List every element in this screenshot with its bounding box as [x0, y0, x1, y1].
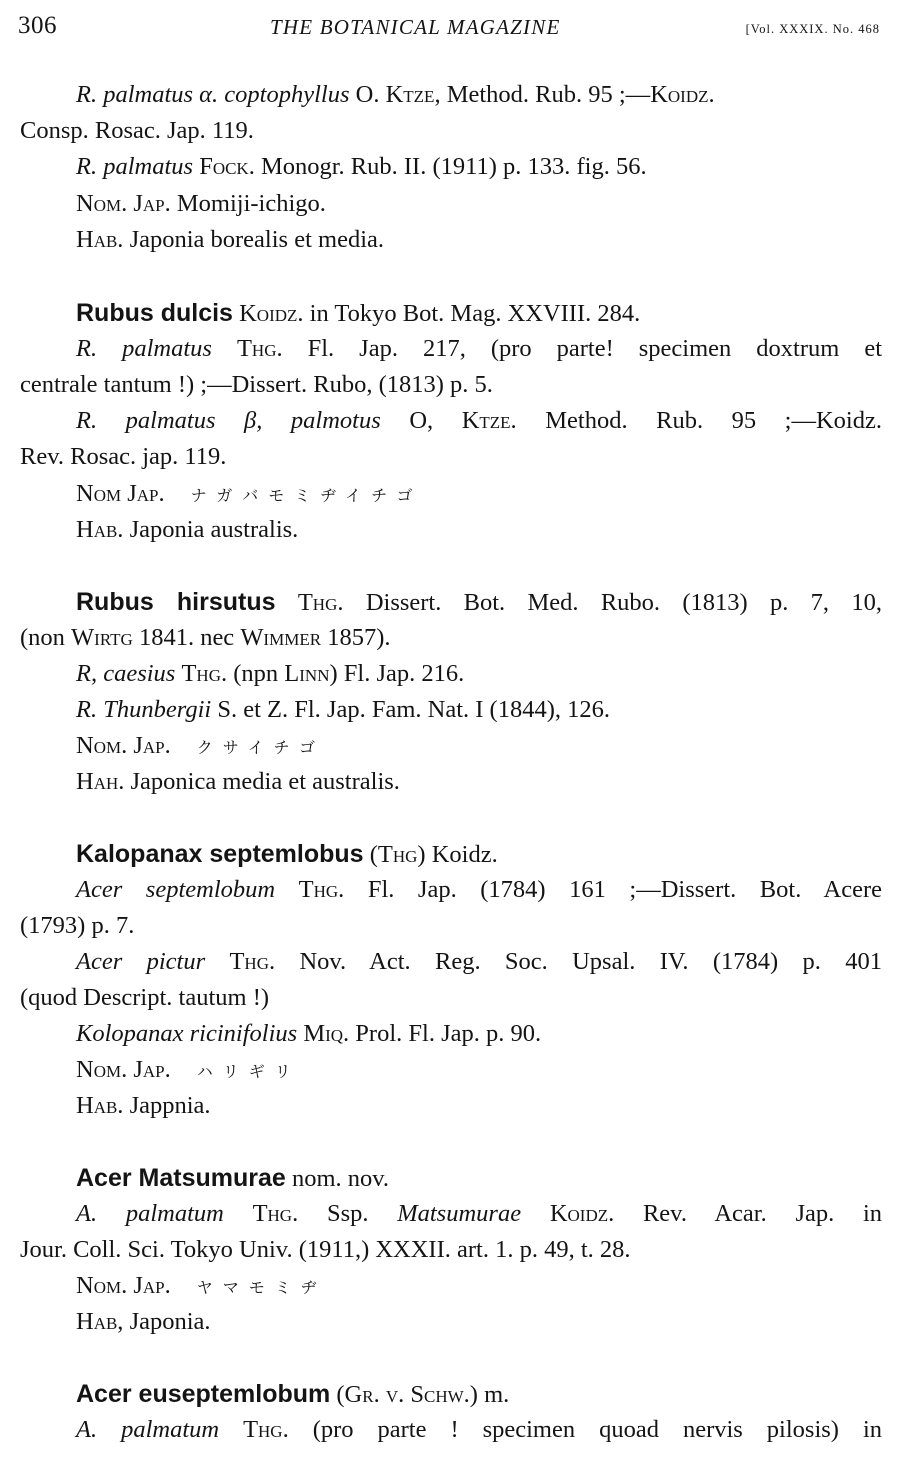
page-header — [18, 12, 880, 48]
text-line: Consp. Rosac. Jap. 119. — [20, 117, 254, 144]
japanese-name-line: Nom Jap. ナガバモミヂイチゴ — [76, 480, 423, 507]
habitat-line: Hah. Japonica media et australis. — [76, 768, 400, 795]
japanese-name-line: Nom. Jap. クサイチゴ — [76, 732, 325, 759]
synonym-line: A. palmatum Thg. Ssp. Matsumurae Koidz. Rev. Acar. Jap. in — [76, 1200, 883, 1227]
text-line: (non Wirtg 1841. nec Wimmer 1857). — [20, 624, 391, 651]
habitat-line: Hab. Jappnia. — [76, 1092, 211, 1119]
species-heading: Acer euseptemlobum (Gr. v. Schw.) m. — [76, 1380, 510, 1408]
synonym-line: A. palmatum Thg. (pro parte ! specimen quoad nervis pilosis) in — [76, 1416, 882, 1443]
text-line: (1793) p. 7. — [20, 912, 135, 939]
synonym-line: R. palmatus α. coptophyllus O. Ktze, Method. Rub. 95 ;—Koidz. — [76, 81, 715, 108]
synonym-line: R. palmatus Thg. Fl. Jap. 217, (pro parte! specimen doxtrum et — [76, 335, 883, 362]
running-title: THE BOTANICAL MAGAZINE — [270, 15, 561, 39]
synonym-line: R, caesius Thg. (npn Linn) Fl. Jap. 216. — [76, 660, 465, 687]
text-line: Rev. Rosac. jap. 119. — [20, 443, 227, 470]
habitat-line: Hab, Japonia. — [76, 1308, 211, 1335]
text-line: (quod Descript. tautum !) — [20, 984, 270, 1011]
habitat-line: Hab. Japonia australis. — [76, 516, 299, 543]
synonym-line: R. palmatus Fock. Monogr. Rub. II. (1911) p. 133. fig. 56. — [76, 153, 647, 180]
synonym-line: R. Thunbergii S. et Z. Fl. Jap. Fam. Nat. I (1844), 126. — [76, 696, 610, 723]
synonym-line: Acer septemlobum Thg. Fl. Jap. (1784) 161 ;—Dissert. Bot. Acere — [76, 876, 882, 903]
synonym-line: R. palmatus β, palmotus O, Ktze. Method. Rub. 95 ;—Koidz. — [76, 407, 882, 434]
species-heading: Kalopanax septemlobus (Thg) Koidz. — [76, 840, 498, 868]
text-line: centrale tantum !) ;—Dissert. Rubo, (1813) p. 5. — [20, 371, 493, 398]
japanese-name-line: Nom. Jap. Momiji-ichigo. — [76, 190, 326, 217]
habitat-line: Hab. Japonia borealis et media. — [76, 226, 385, 253]
japanese-name-line: Nom. Jap. ヤマモミヂ — [76, 1272, 327, 1299]
species-heading: Rubus dulcis Koidz. in Tokyo Bot. Mag. XXVIII. 284. — [76, 299, 641, 327]
volume-number: [Vol. XXXIX. No. 468 — [745, 22, 880, 36]
japanese-name-line: Nom. Jap. ハリギリ — [76, 1056, 301, 1083]
page-number: 306 — [18, 12, 57, 39]
species-heading: Rubus hirsutus Thg. Dissert. Bot. Med. Rubo. (1813) p. 7, 10, — [76, 588, 882, 616]
text-line: Jour. Coll. Sci. Tokyo Univ. (1911,) XXXII. art. 1. p. 49, t. 28. — [20, 1236, 631, 1263]
synonym-line: Kolopanax ricinifolius Miq. Prol. Fl. Jap. p. 90. — [76, 1020, 542, 1047]
synonym-line: Acer pictur Thg. Nov. Act. Reg. Soc. Upsal. IV. (1784) p. 401 — [76, 948, 882, 975]
species-heading: Acer Matsumurae nom. nov. — [76, 1164, 390, 1192]
